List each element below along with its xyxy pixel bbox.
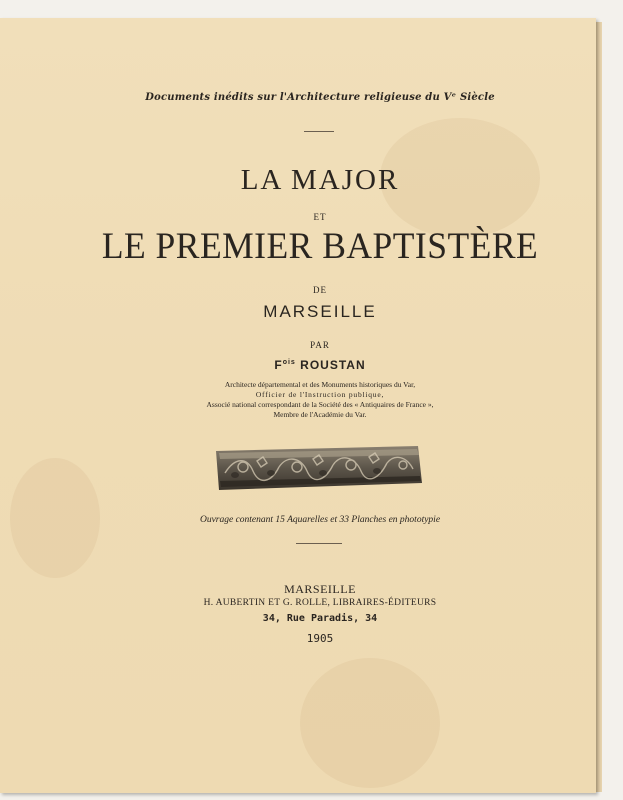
title-line-3: MARSEILLE: [263, 302, 377, 321]
author-name: [0, 358, 623, 372]
title-line-2: LE PREMIER BAPTISTÈRE: [101, 226, 539, 267]
author-initial: F: [274, 358, 283, 372]
author-credential: Architecte départemental et des Monuments historiques du Var,: [224, 380, 416, 389]
author-credential: Membre de l'Académie du Var.: [273, 410, 367, 419]
connector-par: PAR: [310, 340, 330, 350]
series-title: Documents inédits sur l'Architecture religieuse du Vᵉ Siècle: [145, 92, 495, 103]
paper-stain: [300, 658, 440, 788]
author-credential: Officier de l'Instruction publique,: [255, 390, 385, 399]
connector-de: DE: [313, 285, 327, 295]
author-surname: ROUSTAN: [300, 358, 366, 372]
imprint-year: 1905: [306, 632, 334, 645]
imprint-address: 34, Rue Paradis, 34: [262, 613, 378, 624]
author-initial-suffix: ois: [282, 359, 296, 366]
carved-frieze-illustration: [213, 443, 424, 493]
contents-note: Ouvrage contenant 15 Aquarelles et 33 Planches en phototypie: [199, 515, 441, 525]
imprint-publisher: H. AUBERTIN ET G. ROLLE, LIBRAIRES-ÉDITEURS: [203, 598, 437, 608]
author-credential: Associé national correspondant de la Société des « Antiquaires de France »,: [206, 400, 434, 409]
connector-et: ET: [313, 212, 327, 222]
divider-rule: [304, 131, 334, 132]
title-line-1: LA MAJOR: [240, 164, 400, 196]
imprint-city: MARSEILLE: [284, 582, 356, 596]
divider-rule: [296, 543, 342, 544]
